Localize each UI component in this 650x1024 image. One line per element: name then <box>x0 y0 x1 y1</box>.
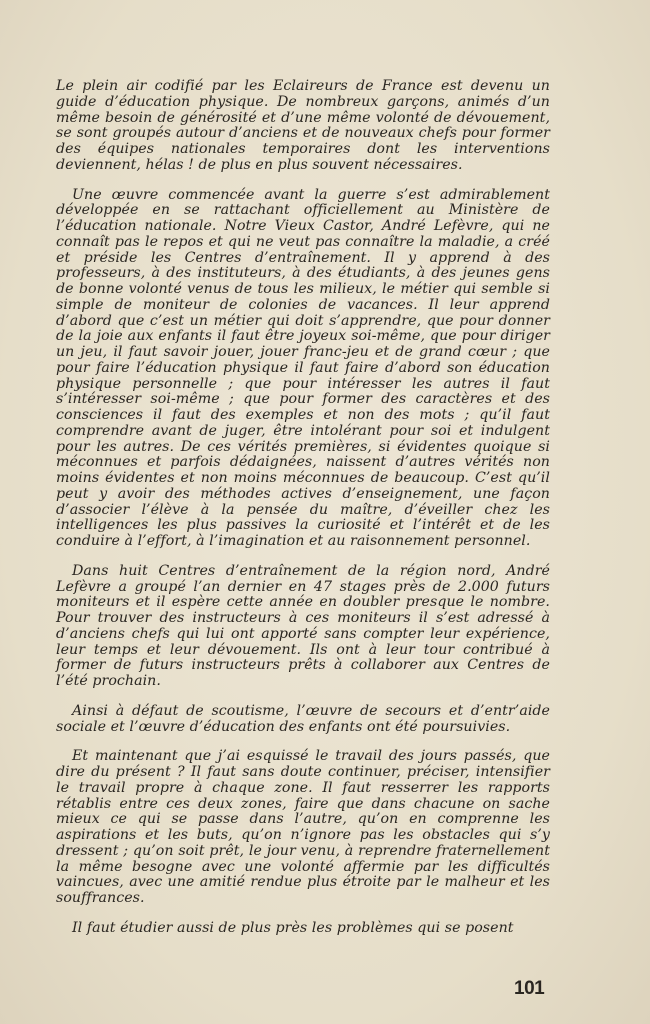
paragraph: Il faut étudier aussi de plus près les problèmes qui se posent <box>72 919 514 936</box>
paragraph: Dans huit Centres d’entraînement de la région nord, André Lefèvre a groupé l’an dernier en 47 stages près de 2.000 futurs moniteurs et il espère cette année en doubler presque le nombre. Pour trouver des instructeurs à ces moniteurs il s’est adressé à d’anciens chefs qui lui ont apporté sans compter leur expérience, leur temps et leur dévouement. Ils ont à leur tour contribué à former de futurs instructeurs prêts à collaborer aux Centres de l’été prochain. <box>56 562 550 689</box>
paragraph: Le plein air codifié par les Eclaireurs de France est devenu un guide d’éducation physique. De nombreux garçons, animés d’un même besoin de générosité et d’une même volonté de dévouement, se sont groupés autour d’anciens et de nouveaux chefs pour former des équipes nationales temporaires dont les interventions deviennent, hélas ! de plus en plus souvent nécessaires. <box>56 78 550 173</box>
paragraph: Et maintenant que j’ai esquissé le travail des jours passés, que dire du présent ? Il faut sans doute continuer, préciser, intensifier le travail propre à chaque zone. Il faut resserrer les rapports rétablis entre ces deux zones, faire que dans chacune on sache mieux ce qui se passe dans l’autre, qu’on en comprenne les aspirations et les buts, qu’on n’ignore pas les obstacles qui s’y dressent ; qu’on soit prêt, le jour venu, à reprendre fraternellement la même besogne avec une volonté affermie par les difficultés vaincues, avec une amitié rendue plus étroite par le malheur et les souffrances. <box>56 748 550 906</box>
page-number: 101 <box>514 978 545 999</box>
paragraph: Une œuvre commencée avant la guerre s’est admirablement développée en se rattachant officiellement au Ministère de l’éducation nationale. Notre Vieux Castor, André Lefèvre, qui ne connaît pas le repos et qui ne veut pas connaître la maladie, a créé et préside les Centres d’entraînement. Il y apprend à des professeurs, à des instituteurs, à des étudiants, à des jeunes gens de bonne volonté venus de tous les milieux, le métier qui semble si simple de moniteur de colonies de vacances. Il leur apprend d’abord que c’est un métier qui doit s’apprendre, que pour donner de la joie aux enfants il faut être joyeux soi-même, que pour diriger un jeu, il faut savoir jouer, jouer franc-jeu et de grand cœur ; que pour faire l’éducation physique il faut faire d’abord son éducation physique personnelle ; que pour intéresser les autres il faut s’intéresser soi-même ; que pour former des caractères et des consciences il faut des exemples et non des mots ; qu’il faut comprendre avant de juger, être intolérant pour soi et indulgent pour les autres. De ces vérités premières, si évidentes quoique si méconnues et parfois dédaignées, naissent d’autres vérités non moins évidentes et non moins méconnues de beaucoup. C’est qu’il peut y avoir des méthodes actives d’enseignement, une façon d’associer l’élève à la pensée du maître, d’éveiller chez les intelligences les plus passives la curiosité et l’intérêt et de les conduire à l’effort, à l’imagination et au raisonnement personnel. <box>56 186 550 549</box>
paragraph: Ainsi à défaut de scoutisme, l’œuvre de secours et d’entr’aide sociale et l’œuvre d’éducation des enfants ont été poursuivies. <box>56 702 550 735</box>
body-text <box>56 79 550 951</box>
